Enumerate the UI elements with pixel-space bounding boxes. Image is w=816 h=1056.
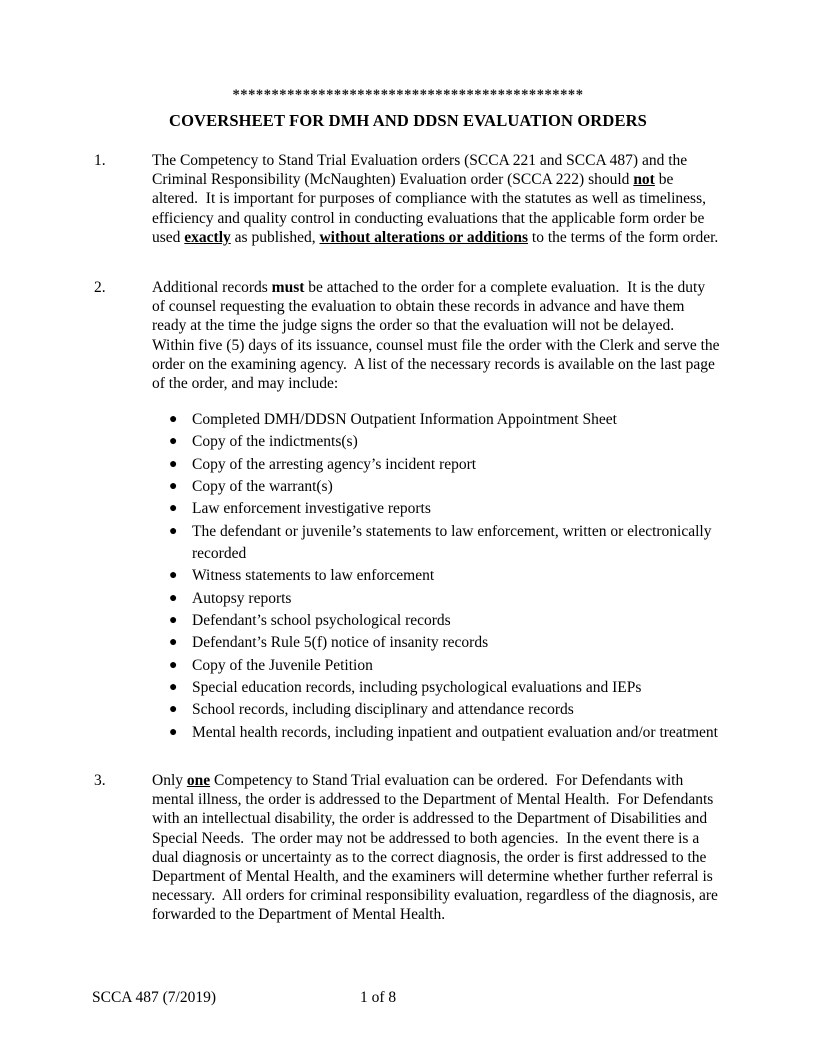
bullet-icon: ● bbox=[169, 613, 178, 629]
asterisk-divider: ********************************************* bbox=[232, 88, 584, 102]
paragraph-text: The Competency to Stand Trial Evaluation orders (SCCA 221 and SCCA 487) and the Criminal Responsibility (McNaughten) Evaluation order (SCCA 222) should not be altered. It is important for purposes of compliance with the statutes as well as timeliness, efficiency and quality control in conducting evaluations that the applicable form order be used exactly as published, without alterations or additions to the terms of the form order. bbox=[152, 152, 719, 246]
list-item bbox=[168, 409, 724, 431]
list-item bbox=[168, 521, 724, 566]
list-item bbox=[168, 431, 724, 453]
list-item-label: Law enforcement investigative reports bbox=[192, 500, 431, 518]
list-item-label: Copy of the warrant(s) bbox=[192, 478, 333, 496]
page-title: COVERSHEET FOR DMH AND DDSN EVALUATION ORDERS bbox=[169, 111, 647, 130]
list-item bbox=[168, 677, 724, 699]
list-item bbox=[168, 610, 724, 632]
bullet-icon: ● bbox=[169, 702, 178, 718]
document-header bbox=[92, 88, 724, 131]
list-item bbox=[168, 588, 724, 610]
list-item bbox=[168, 722, 724, 744]
list-item bbox=[168, 699, 724, 721]
list-item-label: School records, including disciplinary and attendance records bbox=[192, 701, 574, 719]
list-item-label: Completed DMH/DDSN Outpatient Information Appointment Sheet bbox=[192, 411, 617, 428]
list-item bbox=[168, 655, 724, 677]
paragraph-number: 2. bbox=[94, 279, 106, 296]
page-number: 1 of 8 bbox=[360, 989, 397, 1006]
bullet-icon: ● bbox=[169, 456, 178, 472]
bullet-icon: ● bbox=[169, 479, 178, 495]
paragraph-number: 3. bbox=[94, 772, 106, 789]
list-item bbox=[168, 498, 724, 520]
bullet-icon: ● bbox=[169, 680, 178, 696]
list-item bbox=[168, 454, 724, 476]
list-item-label: Autopsy reports bbox=[192, 589, 292, 607]
list-item-label: Copy of the arresting agency’s incident report bbox=[192, 455, 477, 473]
list-item-label: The defendant or juvenile’s statements to law enforcement, written or electronically recorded bbox=[192, 522, 712, 563]
list-item bbox=[168, 632, 724, 654]
list-item-label: Special education records, including psychological evaluations and IEPs bbox=[192, 679, 642, 697]
numbered-paragraph-2 bbox=[94, 278, 720, 393]
bullet-icon: ● bbox=[169, 568, 178, 584]
bullet-icon: ● bbox=[169, 501, 178, 517]
numbered-paragraph-3 bbox=[94, 771, 720, 925]
bullet-icon: ● bbox=[169, 724, 178, 740]
list-item-label: Witness statements to law enforcement bbox=[192, 567, 435, 585]
paragraph-number: 1. bbox=[94, 152, 106, 169]
form-identifier: SCCA 487 (7/2019) bbox=[92, 989, 217, 1006]
list-item-label: Defendant’s school psychological records bbox=[192, 612, 451, 630]
bullet-icon: ● bbox=[169, 412, 178, 427]
bullet-icon: ● bbox=[169, 590, 178, 606]
bullet-icon: ● bbox=[169, 523, 178, 539]
paragraph-text: Only one Competency to Stand Trial evaluation can be ordered. For Defendants with mental illness, the order is addressed to the Department of Mental Health. For Defendants with an intellectual disability, the order is addressed to the Department of Disabilities and Special Needs. The order may not be addressed to both agencies. In the event there is a dual diagnosis or uncertainty as to the correct diagnosis, the order is first addressed to the Department of Mental Health, and the examiners will determine whether further referral is necessary. All orders for criminal responsibility evaluation, regardless of the diagnosis, are forwarded to the Department of Mental Health. bbox=[152, 772, 718, 924]
bullet-icon: ● bbox=[169, 657, 178, 673]
list-item bbox=[168, 565, 724, 587]
list-item-label: Mental health records, including inpatient and outpatient evaluation and/or treatment bbox=[192, 723, 718, 741]
list-item-label: Copy of the Juvenile Petition bbox=[192, 656, 373, 674]
paragraph-text: Additional records must be attached to the order for a complete evaluation. It is the duty of counsel requesting the evaluation to obtain these records in advance and have them ready at the time the judge signs the order so that the evaluation will not be delayed. Within five (5) days of its issuance, counsel must file the order with the Clerk and serve the order on the examining agency. A list of the necessary records is available on the last page of the order, and may include: bbox=[152, 279, 720, 393]
list-item-label: Defendant’s Rule 5(f) notice of insanity records bbox=[192, 634, 489, 652]
required-records-list bbox=[168, 409, 724, 744]
bullet-icon: ● bbox=[169, 434, 178, 450]
page-footer bbox=[92, 988, 724, 1010]
list-item bbox=[168, 476, 724, 498]
list-item-label: Copy of the indictments(s) bbox=[192, 433, 358, 451]
bullet-icon: ● bbox=[169, 635, 178, 651]
numbered-paragraph-1 bbox=[94, 151, 720, 247]
